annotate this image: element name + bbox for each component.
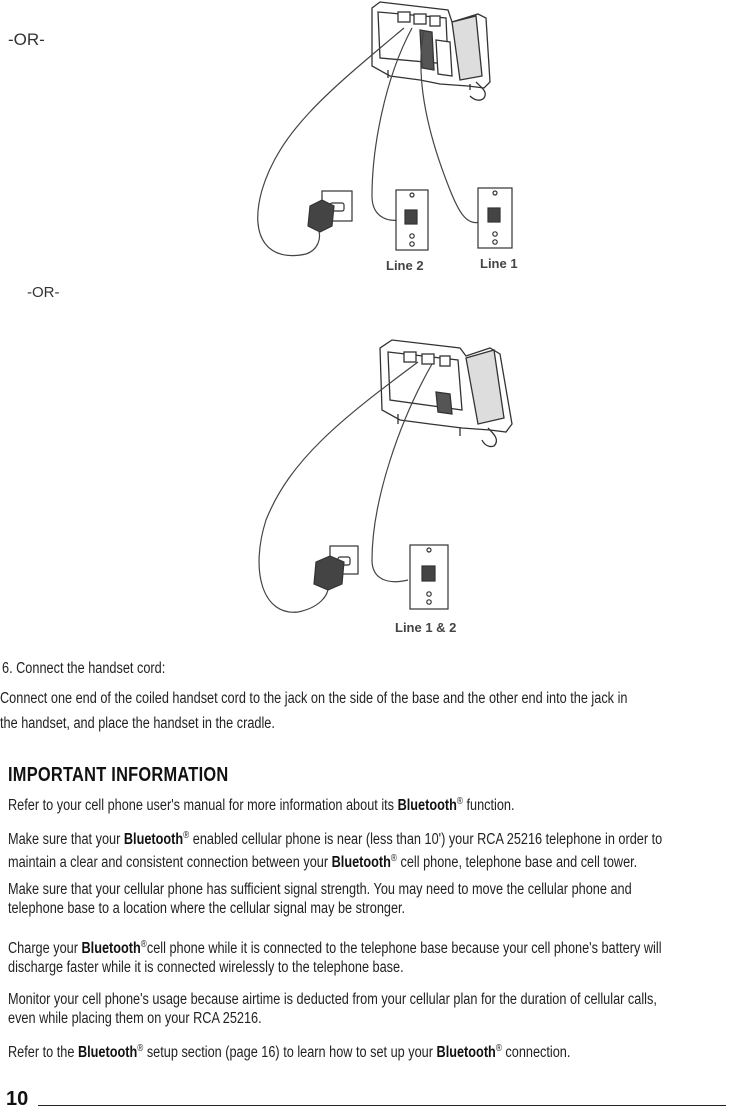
info-text: Monitor your cell phone's usage because airtime is deducted from your cellular plan for the duration of cellular calls, — [8, 991, 657, 1008]
registered-mark: ® — [495, 1043, 502, 1054]
step-6-line-2: the handset, and place the handset in the cradle. — [0, 715, 275, 732]
registered-mark: ® — [183, 830, 190, 841]
telephone-base-illustration-2 — [380, 340, 512, 447]
wall-jack-line-1-and-2 — [410, 545, 448, 609]
info-paragraph-3 — [8, 880, 746, 918]
info-paragraph-4 — [8, 935, 746, 977]
info-paragraph-2 — [8, 826, 746, 872]
registered-mark: ® — [390, 853, 397, 865]
info-text: Refer to your cell phone user's manual for more information about its — [8, 797, 398, 815]
registered-mark: ® — [137, 1043, 144, 1054]
or-separator-top: -OR- — [8, 30, 45, 49]
step-6-line-1: Connect one end of the coiled handset cord to the jack on the side of the base and the other end into the jack in — [0, 690, 628, 707]
power-adapter-2 — [314, 546, 358, 590]
jack-label-line-1: Line 1 — [480, 256, 518, 271]
or-separator-middle: -OR- — [27, 284, 60, 301]
bluetooth-term: Bluetooth — [331, 854, 391, 872]
important-information-heading: IMPORTANT INFORMATION — [8, 764, 229, 786]
bluetooth-term: Bluetooth — [81, 940, 141, 958]
info-text: Make sure that your cellular phone has sufficient signal strength. You may need to move the cellular phone and — [8, 881, 632, 898]
info-text: enabled cellular phone is near (less than 10') your RCA 25216 telephone in order to — [189, 831, 663, 849]
info-text: Refer to the — [8, 1044, 78, 1062]
wall-jack-line-2 — [396, 190, 428, 250]
bluetooth-term: Bluetooth — [436, 1044, 496, 1062]
info-text: cell phone, telephone base and cell tower. — [396, 854, 638, 872]
footer-rule — [38, 1105, 726, 1106]
bluetooth-term: Bluetooth — [397, 797, 457, 815]
bluetooth-term: Bluetooth — [77, 1044, 138, 1062]
info-text: setup section (page 16) to learn how to set up your — [143, 1044, 437, 1062]
registered-mark: ® — [456, 796, 463, 807]
info-text: telephone base to a location where the cellular signal may be stronger. — [8, 900, 406, 917]
info-text: Charge your — [8, 940, 82, 958]
info-paragraph-5 — [8, 990, 746, 1028]
info-text: Make sure that your — [8, 831, 124, 849]
info-text: function. — [462, 797, 515, 815]
info-text: discharge faster while it is connected wirelessly to the telephone base. — [8, 959, 404, 977]
page-number: 10 — [6, 1088, 29, 1110]
info-text: even while placing them on your RCA 25216. — [8, 1010, 262, 1027]
jack-label-line-1-and-2: Line 1 & 2 — [395, 620, 457, 635]
jack-label-line-2: Line 2 — [386, 258, 424, 273]
registered-mark: ® — [140, 939, 147, 950]
info-text: maintain a clear and consistent connection between your — [8, 854, 332, 872]
info-text: cell phone while it is connected to the telephone base because your cell phone's battery will — [146, 940, 662, 958]
info-paragraph-1 — [8, 792, 746, 815]
info-text: connection. — [501, 1044, 571, 1062]
power-adapter-1 — [308, 191, 352, 232]
step-6-instructions — [0, 686, 722, 736]
bluetooth-term: Bluetooth — [123, 831, 184, 849]
telephone-base-illustration-1 — [372, 2, 490, 100]
info-paragraph-6 — [8, 1039, 746, 1062]
step-6-title: 6. Connect the handset cord: — [2, 660, 166, 677]
wall-jack-line-1 — [478, 188, 512, 248]
